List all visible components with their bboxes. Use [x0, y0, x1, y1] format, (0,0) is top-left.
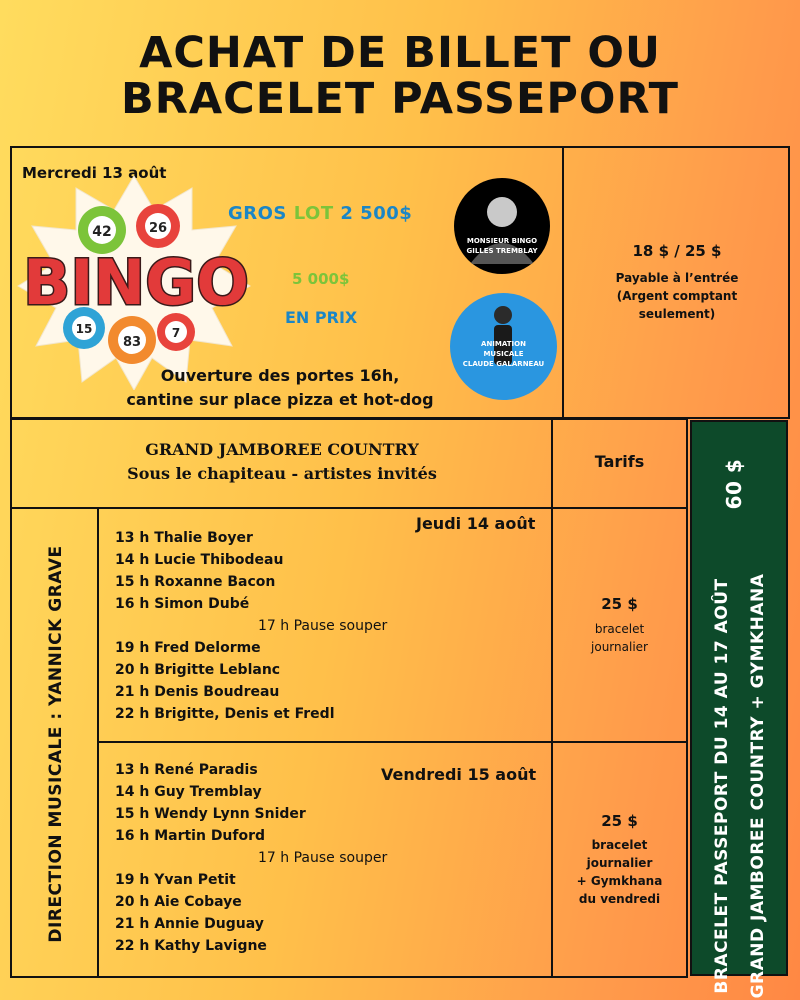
- bingo-logo-text: BINGO: [23, 246, 249, 319]
- divider: [562, 146, 564, 419]
- direction-text: DIRECTION MUSICALE : YANNICK GRAVE: [46, 545, 66, 943]
- page-title-line1: ACHAT DE BILLET OU: [139, 28, 661, 78]
- jamboree-title: GRAND JAMBOREE COUNTRY: [145, 440, 419, 459]
- bingo-date: Mercredi 13 août: [22, 164, 167, 182]
- host1-caption-line2: GILLES TREMBLAY: [466, 247, 538, 255]
- schedule-line: 20 h Aie Cobaye: [115, 894, 242, 910]
- schedule-line: 14 h Guy Tremblay: [115, 784, 262, 800]
- host1-caption-line1: MONSIEUR BINGO: [466, 237, 538, 245]
- friday-price: 25 $: [601, 812, 638, 830]
- bingo-ball-number: 26: [148, 221, 168, 236]
- pause-line: 17 h Pause souper: [258, 850, 388, 866]
- schedule-line: 20 h Brigitte Leblanc: [115, 662, 281, 678]
- schedule-line: 19 h Fred Delorme: [115, 640, 261, 656]
- schedule-line: 13 h René Paradis: [115, 762, 258, 778]
- friday-price-note: [553, 836, 686, 908]
- bingo-price: 18 $ / 25 $: [632, 242, 722, 260]
- passport-line2: GRAND JAMBOREE COUNTRY + GYMKHANA: [748, 573, 768, 999]
- person-icon: [454, 178, 550, 274]
- opening-line2: cantine sur place pizza et hot-dog: [126, 390, 434, 409]
- price-note-line2: journalier: [586, 856, 653, 870]
- tarifs-label: Tarifs: [594, 452, 645, 471]
- schedule-line: 13 h Thalie Boyer: [115, 530, 253, 546]
- prize-label: EN PRIX: [285, 308, 358, 327]
- schedule-line: 14 h Lucie Thibodeau: [115, 552, 284, 568]
- passport-line1: BRACELET PASSEPORT DU 14 AU 17 AOÛT: [712, 578, 732, 994]
- bingo-ball-83: [108, 316, 156, 364]
- thursday-price: 25 $: [601, 595, 638, 613]
- schedule-line: 15 h Roxanne Bacon: [115, 574, 276, 590]
- price-note-line2: journalier: [591, 640, 648, 654]
- price-note-line1: bracelet: [591, 838, 648, 852]
- thursday-day: Jeudi 14 août: [416, 514, 536, 533]
- jackpot-amount: 2 500$: [340, 203, 413, 224]
- price-note-line2: (Argent comptant: [616, 289, 738, 303]
- host2-caption-line3: CLAUDE GALARNEAU: [462, 360, 545, 368]
- page-title-line2: BRACELET PASSEPORT: [121, 74, 679, 124]
- price-note-line3: + Gymkhana: [576, 874, 663, 888]
- price-note-line3: seulement): [638, 307, 716, 321]
- price-note-line1: Payable à l’entrée: [615, 271, 739, 285]
- jamboree-subtitle: Sous le chapiteau - artistes invités: [127, 464, 437, 483]
- jackpot-label: [228, 203, 412, 224]
- bingo-logo: [14, 168, 254, 390]
- friday-day: Vendredi 15 août: [381, 765, 537, 784]
- opening-info: [120, 364, 440, 412]
- divider: [97, 741, 688, 743]
- host2-caption-line2: MUSICALE: [483, 350, 524, 358]
- prize-amount: 5 000$: [292, 270, 350, 288]
- schedule-line: 22 h Kathy Lavigne: [115, 938, 267, 954]
- schedule-line: 21 h Annie Duguay: [115, 916, 264, 932]
- jackpot-word-gros: GROS: [228, 203, 287, 224]
- jackpot-word-lot: LOT: [293, 203, 334, 224]
- schedule-line: 19 h Yvan Petit: [115, 872, 236, 888]
- host2-caption-line1: ANIMATION: [481, 340, 526, 348]
- price-note-line4: du vendredi: [578, 892, 661, 906]
- schedule-line: 15 h Wendy Lynn Snider: [115, 806, 306, 822]
- passport-price: 60 $: [722, 458, 746, 510]
- price-note-line1: bracelet: [594, 622, 645, 636]
- bingo-ball-number: 15: [75, 322, 93, 336]
- host-photo-gilles: [454, 178, 550, 274]
- schedule-line: 21 h Denis Boudreau: [115, 684, 280, 700]
- host-photo-claude: [450, 293, 557, 400]
- bingo-ball-number: 7: [171, 326, 181, 340]
- bingo-ball-number: 42: [92, 224, 112, 240]
- passport-panel: [690, 420, 788, 999]
- schedule-line: 16 h Simon Dubé: [115, 596, 250, 612]
- schedule-line: 22 h Brigitte, Denis et Fredl: [115, 706, 335, 722]
- opening-line1: Ouverture des portes 16h,: [160, 366, 400, 385]
- bingo-price-note: [566, 269, 788, 323]
- pause-line: 17 h Pause souper: [258, 618, 388, 634]
- jamboree-header: [12, 438, 552, 486]
- thursday-price-note: [553, 620, 686, 656]
- bingo-ball-26: [136, 204, 180, 248]
- bingo-ball-number: 83: [122, 335, 142, 350]
- schedule-line: 16 h Martin Duford: [115, 828, 266, 844]
- divider: [10, 507, 688, 509]
